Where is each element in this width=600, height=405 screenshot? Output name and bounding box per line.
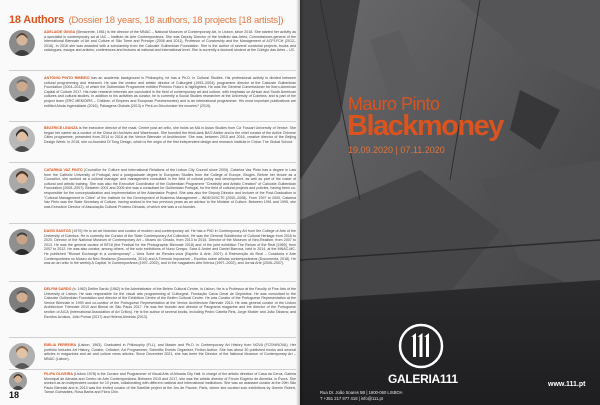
header-subtitle: (Dossier 18 years, 18 authors, 18 projects [18 artists]) — [68, 15, 284, 26]
author-entry — [9, 30, 296, 60]
author-bio-text: (Benavente, 1981) is the director of the MNAC – National Museum of Contemporary Art, in Lisbon, since 2018. She started her activity as a specialist in contemporary art at IAC – Instituto de Arte Contemporânea. She was Deputy Director of the Instituto das Artes, Commissioner-general of the International Biennale of Art and Culture of São Tomé and Príncipe (2006 and 2011), Professor of Curatorship and the Management of ACPI-FCH (2012–2016). In 2016 she was awarded with a scholarship from the Calouste Gulbenkian Foundation. She is the author of several curatorial projects, books and catalogues, essays and articles, conferences and lectures at national and international level. She is currently a doctoral student at the Colégio das Artes – UC. — [44, 30, 296, 53]
author-name: ANTÓNIO PINTO RIBEIRO — [44, 76, 90, 80]
page-gutter — [296, 0, 304, 405]
author-bio — [44, 126, 296, 144]
avatar — [9, 168, 35, 194]
divider — [9, 121, 296, 122]
author-bio — [44, 372, 296, 395]
author-bio-text: (Lisbon 1978) is the Curator and Programmer of Visual Arts of Almada City Hall. In charge of the artistic direction of Casa da Cerca, Galeria Municipal de Almada and Centro de Arte Contemporânea. Between 2015 and 2017, she was the artistic director of Fórum Eugénio de Almeida, in Évora. She worked as an independent curator for 10 years, collaborating with different national and international institutions. She was an assistant curator at the 29th São Paulo Biennial and in 2013 was the invited curator of the Satellite project at the Jeu de Paume, Paris, where she curated solo exhibitions by Jimmie Robert, Tamar Guimarães, Rosa Barba and Flora Chin. — [44, 372, 296, 395]
gallery-url[interactable]: www.111.pt — [548, 381, 586, 388]
author-entry — [9, 287, 296, 333]
author-bio-text: (b. 1962) Delfim Sardo (1962) is the Administrator of the Belém Cultural Centre, in Lisbon. He is a Professor at the Faculty of Fine Arts of the University of Lisbon. He was responsible for the visual arts programming of Culturgest. Fundação Caixa Geral de Depósitos. He was consultant to the Calouste Gulbenkian Foundation and director of the Exhibition Centre of the Belém Cultural Centre. He was Curator of the Portuguese Representation at the Venice Biennale in 1999 and co-curator of the Portuguese Representation at the Venice Architecture Biennale 2010. He was general curator of the Lisbon Architecture Triennale 2010 and Bienal de São Paulo 2017. He was the founder and director of Pangrama magazine and the director of the Portuguese section of AICA (International Association of Art Critics). He is the author of several books, including Pedro Cabrita Reis, Jorge Molder and João Tabarra; and Escritos Avulsos, Júlio Pomar (2017) and Helena Almeida (2013). — [44, 287, 296, 319]
right-page — [300, 0, 600, 405]
author-bio-text: is the executive director of the maat, Centre post art critic, she holds an MA in Asian Studies from Ca' Foscari University of Venice. She began her career as a curator of the China Art Archives and Warehouse. She founded the think-tank BAO Atelier and is the chief curator of the Active Chinese Cities programme, presented from 2014 to 2018 at the Venice Biennale of Architecture. She was, between 2015 and 2016, creative director of the Beijing Design Week. In 2018, she co-founded Di Tong Design, which is the origin of the first independent design and research institute in China: The Global School. — [44, 126, 296, 144]
divider — [9, 223, 296, 224]
avatar — [9, 372, 27, 390]
avatar — [9, 343, 35, 369]
avatar — [9, 126, 35, 152]
header-title: 18 Authors — [9, 14, 65, 26]
contact-line: T +351 217 977 418 | info@111.pt — [320, 395, 383, 401]
avatar — [9, 287, 35, 313]
divider — [9, 369, 296, 370]
author-name: BEATRICE LEANZA — [44, 126, 78, 130]
author-name: DELFIM SARDO — [44, 287, 72, 291]
divider — [9, 337, 296, 338]
address-line: Rua Dr. João Soares 5B | 1600-060 LISBOA — [320, 390, 403, 395]
author-bio — [44, 343, 296, 361]
author-bio — [44, 229, 296, 266]
author-entry — [9, 229, 296, 277]
author-bio-text: has an academic background in Philosophy, he has a Ph.D. in Cultural Studies. His professional activity is divided between cultural programming and research. He was the creator and artistic director of Culturgest (1993–2004), programme director at the Calouste Gulbenkian Foundation (2004–2012), of which the Gulbenkian Programme entitled Próximo Futuro is highlighted. He was the General Commissioner for Ibero-American Capital of Culture 2017. His main research interests are concluded in the field of contemporary art and culture, with emphasis on African and South American cultures and cultural studies. In addition to his activities as curator, he is currently a Social Studies researcher at the University of Coimbra, and is part of the project team (ERC MEMOIRS – Children of Empires and European Postmemories) and is an international programmer. His most important publications are entitled Ainda Ingenuidade (2016), Paisagens Globais (2013) e Peut-on Décoloniser les musées? (2019). — [44, 76, 296, 108]
gallery-logo-text: GALERIA111 — [388, 372, 458, 386]
author-bio — [44, 287, 296, 319]
author-name: FILIPA OLIVEIRA — [44, 372, 73, 376]
divider — [9, 162, 296, 163]
author-name: ADELAIDE GINGA — [44, 30, 76, 34]
avatar — [9, 229, 35, 255]
page-header — [9, 10, 294, 24]
exhibition-dates: 19.09.2020 | 07.11.2020 — [348, 145, 445, 155]
author-entry — [9, 76, 296, 116]
rock-photo — [300, 0, 600, 405]
author-bio-text: (Councillor for Culture and International Relations of the Lisbon City Council since 2009). Catarina Vaz Pinto has a degree in Law from the Catholic University of Portugal, and a postgraduate degree in European Studies from the College of Europe, Bruges. Before her tenure as a Councillor, she worked as a cultural manager and management consultant in the field of cultural policy and development, as well as part of the roster of cultural and artistic training. She was also the Executive Coordinator of the Gulbenkian Programme "Creativity and Artistic Creation" of Calouste Gulbenkian Foundation (2005–2007). Between 2001 and 2005 she was a consultant for Gulbenkian Portugal, for the field of cultural projects and policies, having been co-responsible for the conceptualization and implementation of the Adamastor Project. She was also the Deputy Director and lecturer of the Post-Graduation in "Cultural Management in Cities" of the Institute for the Development of Business Management – INDEG/ISCTE (2000–2008). From 1997 to 2000, Catarina Vaz Pinto was the State Secretary of Culture, having worked in the two previous years as an advisor to the Minister of Culture. Between 1991 and 1995, she was Executive Director of Associação Cultural Próximo Década, of which she was a co-founder. — [44, 168, 296, 209]
divider — [9, 70, 296, 71]
author-bio-text: (1970) He is an art historian and curator of modern and contemporary art. He has a PhD in Contemporary Art from the College of Arts of the University of Coimbra. He is currently the Curator of the State Contemporary Art Collection. He was the General Subdirector of Cultural Heritage from 2016 to 2020, Director of the National Museum of Contemporary Art – Museu do Chiado, from 2013 to 2015, Director of the Museum of Neo-Realism, from 2007 to 2013. He was the general curator of BF18 (the Festival for the Photographic Biennale 2018) and of the joint exhibition The Return of the Real [1969], from 2007 to 2012. He was also curator, among others, of the solo exhibitions of Nuno Crespo, Sara & André and Daniel Barroca, held in 2014, at the MNAC-MC. He published "Rizoart Exchange in a contemporary" – Uma Sorte de Rendez-vous (Espírito & Arte, 2007). A Reinvenção do Real – Curadoria e Arte Contemporânea no Museu do Neo-Realismo (Documenta, 2014) and A Fórmula Impossível – Escritos sobre artistas contemporâneos (Documenta, 2018). He was an art critic in the weekly A Capital, in Contemporânea (1997–2002), and in the magazines Arte Ibérica (1997–2002), and Jornal Arte (2006–2007). — [44, 229, 296, 266]
author-bio — [44, 30, 296, 53]
author-name: EMÍLIA FERREIRA — [44, 343, 77, 347]
avatar — [9, 76, 35, 102]
exhibition-title: Blackmoney — [347, 110, 503, 142]
author-entry — [9, 343, 296, 371]
page-number: 18 — [9, 390, 20, 400]
artist-name: Mauro Pinto — [348, 94, 440, 114]
divider — [9, 281, 296, 282]
galeria111-logo-icon — [398, 323, 444, 369]
author-name: DAVID SANTOS — [44, 229, 71, 233]
author-entry — [9, 168, 296, 212]
gallery-address — [320, 390, 403, 401]
avatar — [9, 30, 35, 56]
author-name: CATARINA VAZ PINTO — [44, 168, 83, 172]
author-bio — [44, 168, 296, 209]
author-bio — [44, 76, 296, 108]
author-entry — [9, 126, 296, 156]
author-bio-text: (Lisbon, 1963). Graduated in Philosophy (FLL), and Master and Ph.D. in Contemporary Art History from NOVA (FCSH/NOVA). Her portfolio includes Art History, Curator, Criticism, Art Programmer, Scientific Events Organiser, Fiction Author. She has about 30 published books and several articles in magazines and art and culture news articles. Since December 2021, she has been the Director of the National Museum of Contemporary Art – MNAC (Lisbon). — [44, 343, 296, 361]
